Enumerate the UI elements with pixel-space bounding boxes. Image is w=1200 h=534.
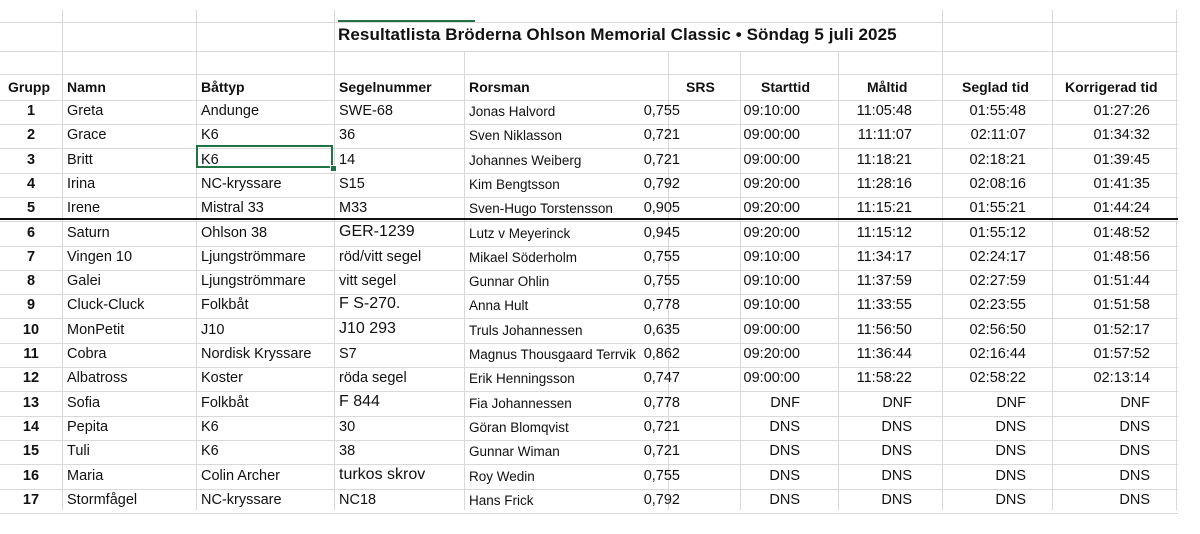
cell-namn[interactable]: Vingen 10: [67, 248, 133, 265]
header-rorsman[interactable]: Rorsman: [469, 79, 530, 95]
cell-rorsman[interactable]: Sven-Hugo Torstensson: [469, 201, 613, 217]
cell-korrigerad-tid[interactable]: DNS: [1119, 443, 1150, 460]
cell-battyp[interactable]: Ohlson 38: [201, 224, 268, 241]
cell-segelnummer[interactable]: 14: [339, 151, 356, 168]
cell-starttid[interactable]: 09:00:00: [743, 370, 800, 387]
group-separator-line: [0, 218, 1178, 220]
cell-namn[interactable]: Britt: [67, 151, 93, 168]
cell-seglad-tid[interactable]: 02:58:22: [969, 370, 1026, 387]
cell-rorsman[interactable]: Gunnar Wiman: [469, 444, 560, 460]
cell-maltid[interactable]: 11:36:44: [856, 346, 912, 362]
cell-maltid[interactable]: 11:18:21: [856, 151, 912, 168]
cell-korrigerad-tid[interactable]: 01:41:35: [1093, 175, 1150, 192]
cell-namn[interactable]: Irina: [67, 175, 96, 192]
cell-segelnummer[interactable]: J10 293: [339, 319, 396, 337]
cell-segelnummer[interactable]: S15: [339, 175, 365, 192]
cell-segelnummer[interactable]: SWE-68: [339, 103, 393, 119]
cell-korrigerad-tid[interactable]: 01:39:45: [1093, 151, 1150, 168]
header-maltid[interactable]: Måltid: [867, 79, 908, 95]
cell-segelnummer[interactable]: S7: [339, 346, 357, 362]
cell-grupp[interactable]: 13: [22, 394, 40, 411]
cell-rorsman[interactable]: Lutz v Meyerinck: [469, 225, 571, 241]
title-row: [0, 22, 1178, 52]
cell-maltid[interactable]: 11:37:59: [856, 273, 912, 290]
table-row[interactable]: [0, 294, 1178, 319]
cell-segelnummer[interactable]: 30: [339, 418, 356, 435]
cell-starttid[interactable]: 09:20:00: [743, 346, 800, 362]
cell-starttid[interactable]: DNF: [770, 394, 800, 411]
cell-segelnummer[interactable]: F 844: [339, 392, 380, 410]
cell-battyp[interactable]: Folkbåt: [201, 297, 249, 314]
cell-starttid[interactable]: DNS: [769, 491, 800, 508]
cell-seglad-tid[interactable]: 02:18:21: [969, 151, 1026, 168]
cell-rorsman[interactable]: Kim Bengtsson: [469, 176, 560, 192]
cell-battyp[interactable]: Mistral 33: [201, 200, 264, 217]
cell-battyp[interactable]: K6: [201, 443, 219, 460]
sheet-title[interactable]: Resultatlista Bröderna Ohlson Memorial Classic • Söndag 5 juli 2025: [338, 25, 897, 44]
cell-segelnummer[interactable]: vitt segel: [339, 273, 397, 290]
table-row[interactable]: [0, 465, 1178, 490]
column-header-row: [0, 74, 1178, 101]
cell-grupp[interactable]: 10: [22, 321, 40, 338]
cell-grupp[interactable]: 7: [26, 248, 36, 265]
cell-segelnummer[interactable]: turkos skrov: [339, 465, 426, 483]
cell-starttid[interactable]: 09:00:00: [743, 321, 800, 338]
cell-srs[interactable]: 0,721: [643, 418, 680, 435]
cell-namn[interactable]: Cobra: [67, 346, 107, 362]
cell-srs[interactable]: 0,721: [643, 127, 680, 144]
cell-maltid[interactable]: 11:28:16: [856, 175, 912, 192]
cell-korrigerad-tid[interactable]: 01:44:24: [1093, 200, 1150, 217]
cell-maltid[interactable]: 11:15:12: [856, 224, 912, 241]
cell-seglad-tid[interactable]: 02:08:16: [969, 175, 1026, 192]
empty-row[interactable]: [0, 52, 1178, 75]
cell-segelnummer[interactable]: röd/vitt segel: [339, 248, 422, 265]
cell-namn[interactable]: Saturn: [67, 224, 110, 241]
cell-grupp[interactable]: 12: [22, 370, 40, 387]
header-seglad-tid[interactable]: Seglad tid: [962, 79, 1029, 95]
table-row[interactable]: [0, 222, 1178, 247]
cell-battyp[interactable]: Colin Archer: [201, 467, 280, 484]
cell-srs[interactable]: 0,792: [643, 491, 680, 508]
cell-srs[interactable]: 0,755: [643, 273, 680, 290]
cell-seglad-tid[interactable]: 02:16:44: [969, 346, 1026, 362]
cell-grupp[interactable]: 1: [26, 103, 36, 119]
cell-namn[interactable]: Stormfågel: [67, 491, 138, 508]
header-starttid[interactable]: Starttid: [761, 79, 810, 95]
cell-korrigerad-tid[interactable]: DNS: [1119, 491, 1150, 508]
header-srs[interactable]: SRS: [686, 79, 715, 95]
cell-seglad-tid[interactable]: 01:55:12: [969, 224, 1026, 241]
cell-srs[interactable]: 0,905: [643, 200, 680, 217]
cell-grupp[interactable]: 14: [22, 418, 40, 435]
cell-battyp[interactable]: NC-kryssare: [201, 175, 282, 192]
cell-starttid[interactable]: 09:10:00: [743, 103, 800, 119]
table-row[interactable]: [0, 392, 1178, 417]
cell-maltid[interactable]: 11:33:55: [856, 297, 912, 314]
cell-maltid[interactable]: DNS: [881, 418, 912, 435]
cell-rorsman[interactable]: Truls Johannessen: [469, 322, 583, 338]
cell-rorsman[interactable]: Magnus Thousgaard Terrvik: [469, 347, 636, 362]
cell-starttid[interactable]: 09:10:00: [743, 248, 800, 265]
cell-namn[interactable]: Albatross: [67, 370, 128, 387]
cell-korrigerad-tid[interactable]: 01:34:32: [1093, 127, 1150, 144]
cell-rorsman[interactable]: Roy Wedin: [469, 468, 535, 484]
cell-grupp[interactable]: 17: [22, 491, 40, 508]
cell-seglad-tid[interactable]: DNS: [995, 443, 1026, 460]
cell-namn[interactable]: Grace: [67, 127, 107, 144]
cell-rorsman[interactable]: Hans Frick: [469, 492, 534, 508]
cell-battyp[interactable]: Andunge: [201, 103, 260, 119]
cell-starttid[interactable]: 09:00:00: [743, 151, 800, 168]
cell-battyp[interactable]: K6: [201, 151, 219, 168]
cell-battyp[interactable]: Ljungströmmare: [201, 273, 306, 290]
cell-seglad-tid[interactable]: 02:11:07: [970, 127, 1026, 144]
cell-srs[interactable]: 0,778: [643, 297, 680, 314]
cell-maltid[interactable]: DNS: [881, 443, 912, 460]
cell-starttid[interactable]: 09:20:00: [743, 224, 800, 241]
cell-starttid[interactable]: 09:00:00: [743, 127, 800, 144]
table-row[interactable]: [0, 367, 1178, 392]
cell-seglad-tid[interactable]: DNS: [995, 418, 1026, 435]
cell-segelnummer[interactable]: F S-270.: [339, 295, 401, 313]
cell-battyp[interactable]: K6: [201, 418, 219, 435]
cell-segelnummer[interactable]: NC18: [339, 491, 377, 508]
cell-maltid[interactable]: 11:15:21: [856, 200, 912, 217]
cell-maltid[interactable]: DNS: [881, 491, 912, 508]
cell-maltid[interactable]: DNF: [882, 394, 912, 411]
cell-starttid[interactable]: 09:10:00: [743, 273, 800, 290]
table-row[interactable]: [0, 440, 1178, 465]
cell-grupp[interactable]: 16: [22, 467, 40, 484]
cell-rorsman[interactable]: Jonas Halvord: [469, 104, 556, 119]
cell-seglad-tid[interactable]: 01:55:21: [969, 200, 1026, 217]
table-row[interactable]: [0, 124, 1178, 149]
cell-korrigerad-tid[interactable]: 01:48:52: [1093, 224, 1150, 241]
cell-grupp[interactable]: 9: [26, 297, 36, 314]
cell-segelnummer[interactable]: röda segel: [339, 370, 407, 387]
cell-seglad-tid[interactable]: 01:55:48: [969, 103, 1026, 119]
cell-battyp[interactable]: Nordisk Kryssare: [201, 346, 312, 362]
cell-seglad-tid[interactable]: 02:27:59: [969, 273, 1026, 290]
cell-korrigerad-tid[interactable]: 01:48:56: [1093, 248, 1150, 265]
cell-starttid[interactable]: DNS: [769, 418, 800, 435]
cell-segelnummer[interactable]: 38: [339, 443, 356, 460]
cell-segelnummer[interactable]: 36: [339, 127, 356, 144]
cell-rorsman[interactable]: Fia Johannessen: [469, 395, 572, 411]
cell-maltid[interactable]: 11:05:48: [856, 103, 912, 119]
cell-battyp[interactable]: NC-kryssare: [201, 491, 282, 508]
cell-battyp[interactable]: Ljungströmmare: [201, 248, 306, 265]
cell-grupp[interactable]: 6: [26, 224, 36, 241]
cell-battyp[interactable]: J10: [201, 321, 225, 338]
cell-korrigerad-tid[interactable]: 02:13:14: [1093, 370, 1150, 387]
cell-srs[interactable]: 0,721: [643, 443, 680, 460]
cell-seglad-tid[interactable]: DNS: [995, 467, 1026, 484]
cell-namn[interactable]: Maria: [67, 467, 104, 484]
cell-rorsman[interactable]: Johannes Weiberg: [469, 152, 582, 168]
cell-korrigerad-tid[interactable]: 01:52:17: [1093, 321, 1150, 338]
cell-seglad-tid[interactable]: 02:56:50: [969, 321, 1026, 338]
cell-grupp[interactable]: 5: [26, 200, 36, 217]
cell-starttid[interactable]: 09:20:00: [743, 200, 800, 217]
cell-battyp[interactable]: K6: [201, 127, 219, 144]
cell-namn[interactable]: Sofia: [67, 394, 101, 411]
cell-namn[interactable]: Cluck-Cluck: [67, 297, 145, 314]
cell-korrigerad-tid[interactable]: DNF: [1120, 394, 1150, 411]
cell-battyp[interactable]: Koster: [201, 370, 243, 387]
cell-starttid[interactable]: 09:20:00: [743, 175, 800, 192]
cell-korrigerad-tid[interactable]: 01:27:26: [1093, 103, 1150, 119]
cell-korrigerad-tid[interactable]: 01:51:58: [1093, 297, 1150, 314]
fill-handle[interactable]: [330, 165, 337, 172]
cell-srs[interactable]: 0,635: [643, 321, 680, 338]
table-row[interactable]: [0, 246, 1178, 271]
cell-grupp[interactable]: 15: [22, 443, 40, 460]
cell-segelnummer[interactable]: GER-1239: [339, 222, 415, 240]
cell-starttid[interactable]: DNS: [769, 443, 800, 460]
header-battyp[interactable]: Båttyp: [201, 79, 245, 95]
cell-srs[interactable]: 0,792: [643, 175, 680, 192]
table-row[interactable]: [0, 343, 1178, 368]
selected-cell[interactable]: [196, 145, 333, 168]
table-row[interactable]: [0, 149, 1178, 174]
cell-rorsman[interactable]: Gunnar Ohlin: [469, 274, 550, 290]
cell-starttid[interactable]: DNS: [769, 467, 800, 484]
cell-srs[interactable]: 0,945: [643, 224, 680, 241]
table-row[interactable]: [0, 173, 1178, 198]
cell-namn[interactable]: MonPetit: [67, 321, 125, 338]
cell-battyp[interactable]: Folkbåt: [201, 394, 249, 411]
cell-korrigerad-tid[interactable]: DNS: [1119, 467, 1150, 484]
cell-rorsman[interactable]: Erik Henningsson: [469, 371, 575, 387]
cell-rorsman[interactable]: Mikael Söderholm: [469, 249, 578, 265]
cell-rorsman[interactable]: Anna Hult: [469, 298, 529, 314]
cell-namn[interactable]: Pepita: [67, 418, 109, 435]
table-row[interactable]: [0, 489, 1178, 514]
cell-srs[interactable]: 0,755: [643, 467, 680, 484]
cell-grupp[interactable]: 4: [26, 175, 36, 192]
cell-grupp[interactable]: 8: [26, 273, 36, 290]
table-row[interactable]: [0, 416, 1178, 441]
cell-namn[interactable]: Galei: [67, 273, 101, 290]
header-grupp[interactable]: Grupp: [8, 79, 50, 95]
cell-korrigerad-tid[interactable]: 01:57:52: [1093, 346, 1150, 362]
cell-namn[interactable]: Tuli: [67, 443, 90, 460]
cell-seglad-tid[interactable]: 02:24:17: [969, 248, 1026, 265]
cell-seglad-tid[interactable]: DNF: [996, 394, 1026, 411]
cell-grupp[interactable]: 2: [26, 127, 36, 144]
cell-seglad-tid[interactable]: DNS: [995, 491, 1026, 508]
cell-namn[interactable]: Irene: [67, 200, 101, 217]
cell-grupp[interactable]: 11: [23, 346, 39, 362]
cell-srs[interactable]: 0,755: [643, 248, 680, 265]
cell-maltid[interactable]: 11:56:50: [856, 321, 912, 338]
cell-maltid[interactable]: 11:34:17: [856, 248, 912, 265]
cell-rorsman[interactable]: Sven Niklasson: [469, 128, 563, 144]
cell-rorsman[interactable]: Göran Blomqvist: [469, 419, 569, 435]
cell-korrigerad-tid[interactable]: 01:51:44: [1093, 273, 1150, 290]
cell-srs[interactable]: 0,721: [643, 151, 680, 168]
cell-segelnummer[interactable]: M33: [339, 200, 368, 217]
header-segelnummer[interactable]: Segelnummer: [339, 79, 432, 95]
table-row[interactable]: [0, 270, 1178, 295]
cell-korrigerad-tid[interactable]: DNS: [1119, 418, 1150, 435]
cell-srs[interactable]: 0,862: [643, 346, 680, 362]
table-row[interactable]: [0, 319, 1178, 344]
cell-maltid[interactable]: 11:11:07: [857, 127, 912, 144]
cell-srs[interactable]: 0,747: [643, 370, 680, 387]
header-namn[interactable]: Namn: [67, 79, 106, 95]
cell-grupp[interactable]: 3: [26, 151, 36, 168]
header-korrigerad-tid[interactable]: Korrigerad tid: [1065, 79, 1158, 95]
cell-starttid[interactable]: 09:10:00: [743, 297, 800, 314]
cell-maltid[interactable]: DNS: [881, 467, 912, 484]
cell-maltid[interactable]: 11:58:22: [856, 370, 912, 387]
cell-srs[interactable]: 0,778: [643, 394, 680, 411]
cell-namn[interactable]: Greta: [67, 103, 104, 119]
cell-seglad-tid[interactable]: 02:23:55: [969, 297, 1026, 314]
table-row[interactable]: [0, 100, 1178, 125]
cell-srs[interactable]: 0,755: [643, 103, 680, 119]
